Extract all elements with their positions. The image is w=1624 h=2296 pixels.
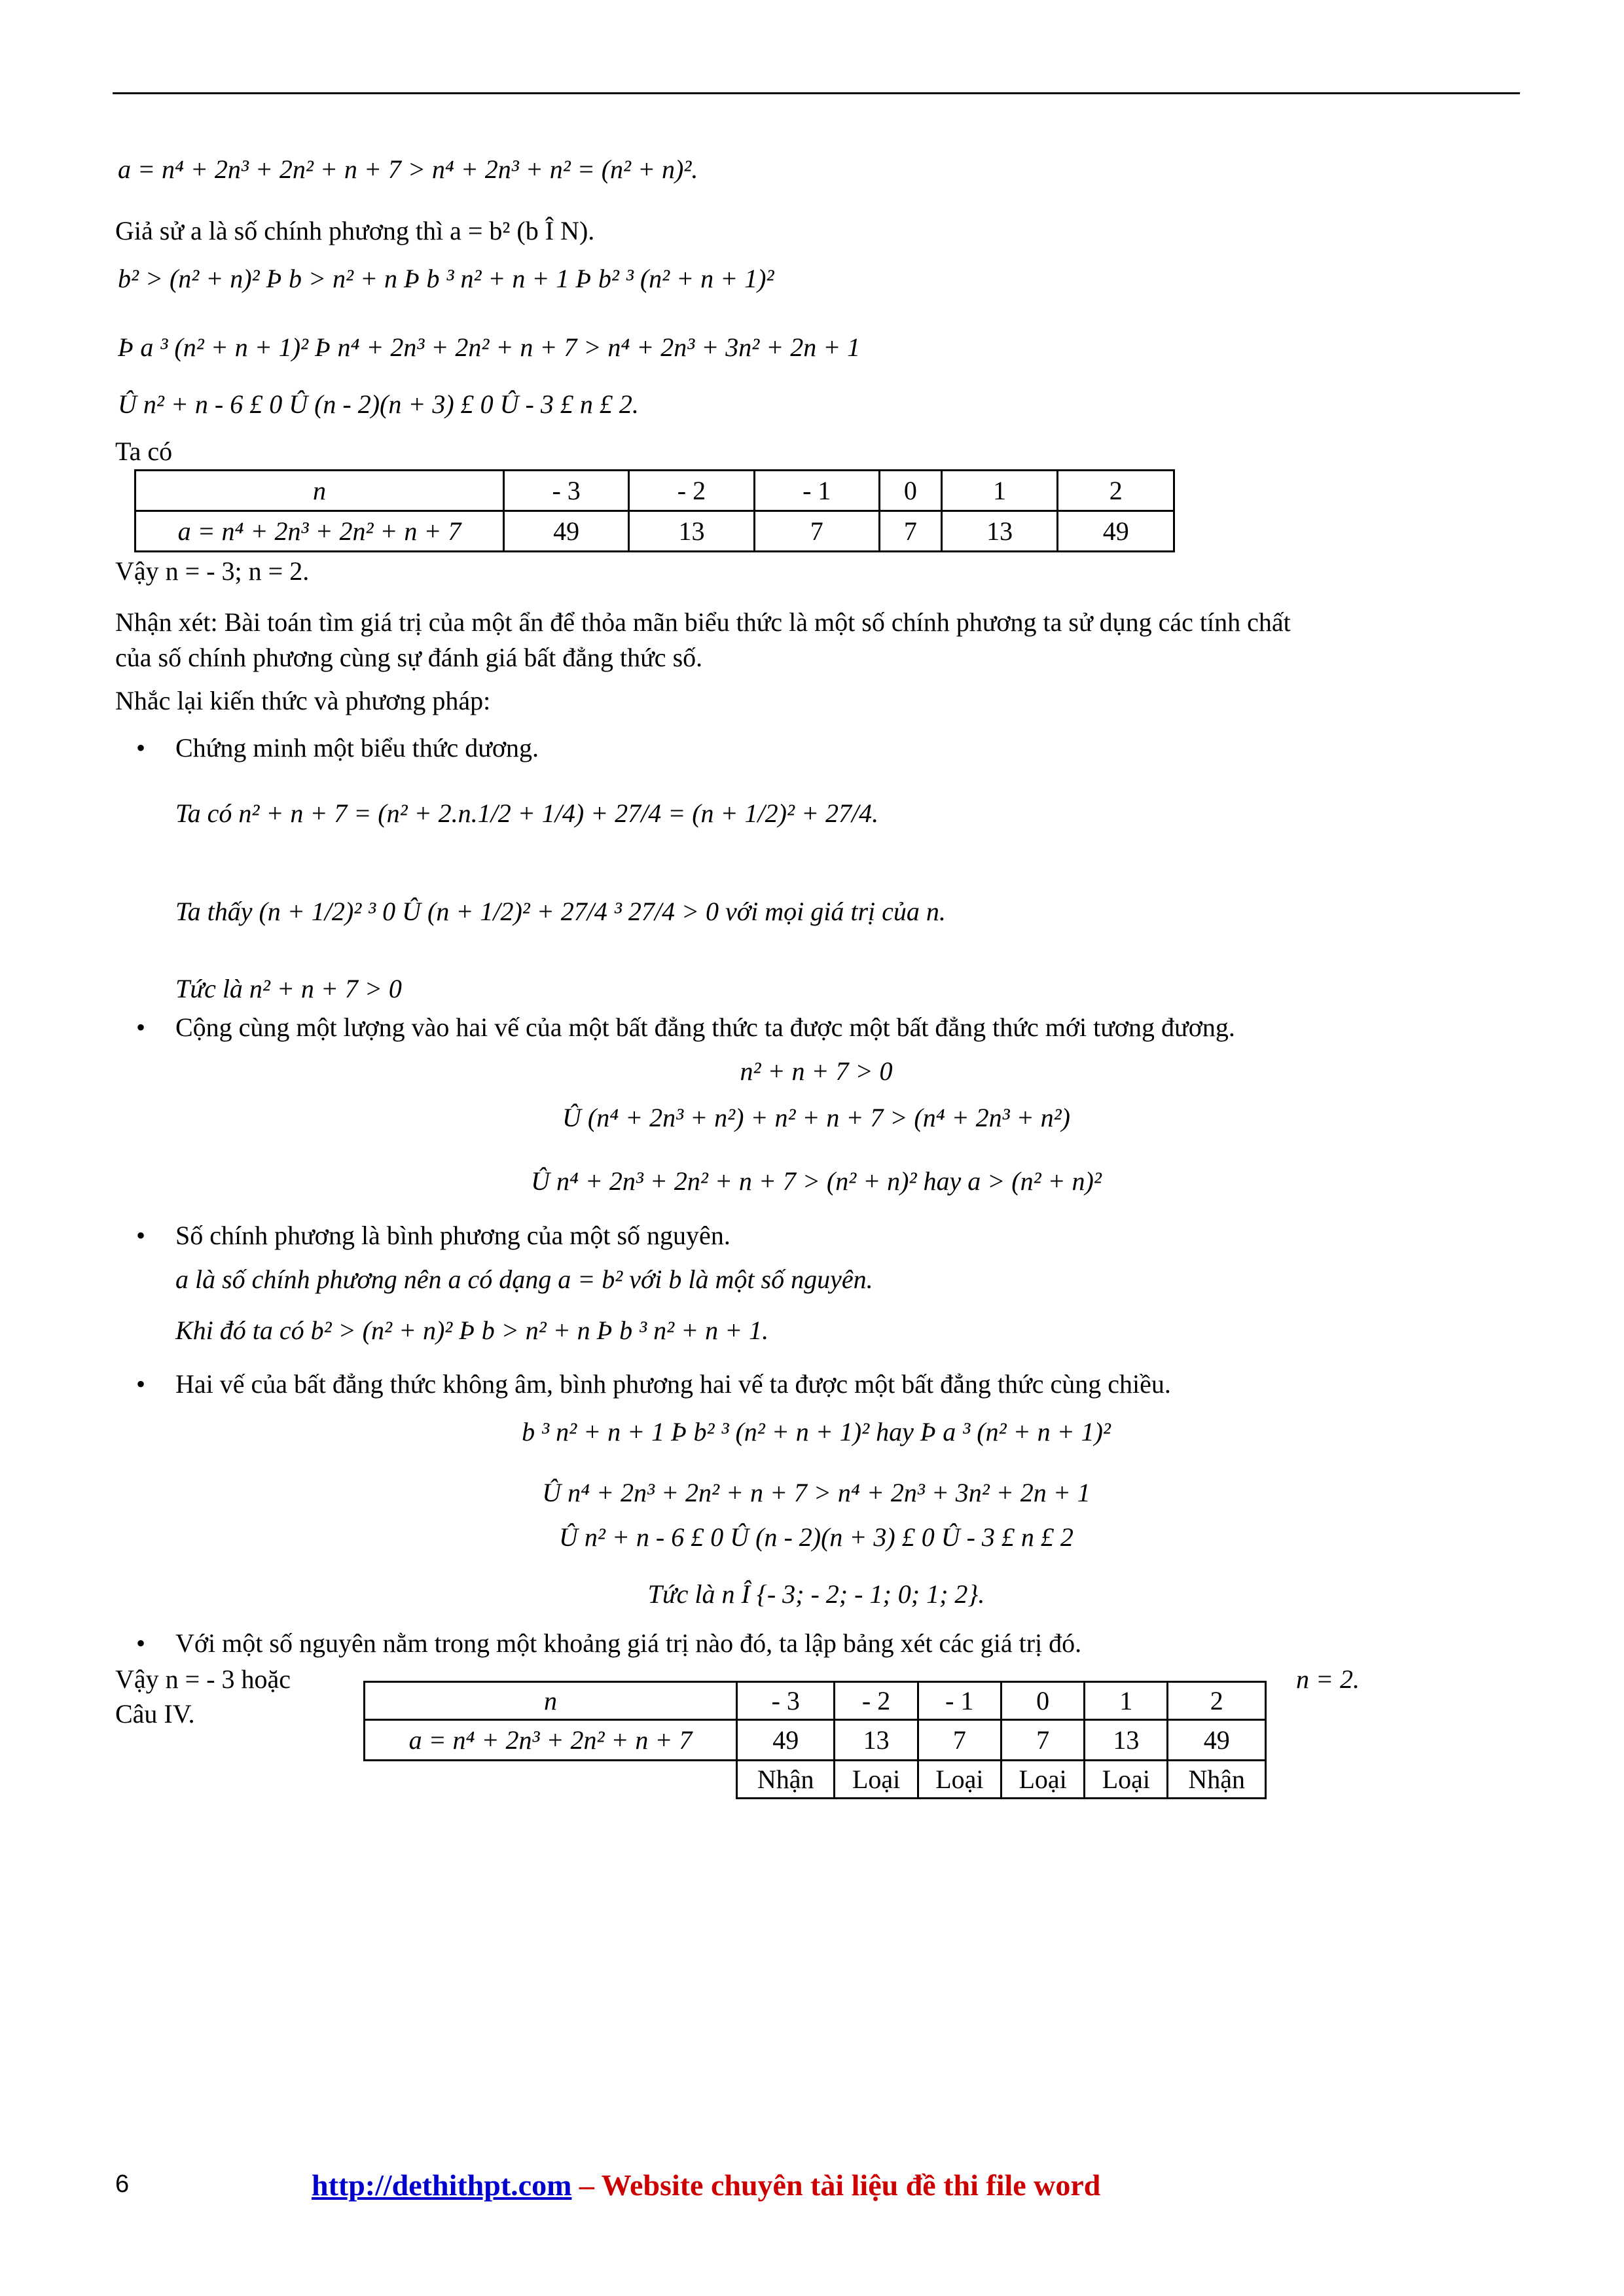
page-number: 6 <box>115 2170 130 2198</box>
remark-line-1: Nhận xét: Bài toán tìm giá trị của một ẩn để thỏa mãn biểu thức là một số chính phương ta sử dụng các tính chất <box>115 607 1291 637</box>
table-cell: 7 <box>754 511 879 552</box>
question-label: Câu IV. <box>115 1699 195 1729</box>
table-cell: 49 <box>1058 511 1174 552</box>
equation-line-4: Þ a ³ (n² + n + 1)² Þ n⁴ + 2n³ + 2n² + n + 7 > n⁴ + 2n³ + 3n² + 2n + 1 <box>118 332 861 362</box>
table-cell: a = n⁴ + 2n³ + 2n² + n + 7 <box>135 511 504 552</box>
table-cell: 1 <box>941 471 1058 511</box>
table-cell: - 2 <box>835 1682 918 1720</box>
section-heading: Nhắc lại kiến thức và phương pháp: <box>115 686 491 715</box>
equation-line: n² + n + 7 > 0 <box>740 1056 893 1086</box>
table-cell: Loại <box>1085 1761 1168 1799</box>
table-cell: Nhận <box>1168 1761 1266 1799</box>
text-ta-co: Ta có <box>115 437 173 466</box>
bullet-item-4: • Hai vế của bất đẳng thức không âm, bình phương hai vế ta được một bất đẳng thức cùng chiều. <box>175 1369 1171 1399</box>
table-cell: n <box>135 471 504 511</box>
table-cell: n <box>365 1682 737 1720</box>
conclusion-line: Vậy n = - 3; n = 2. <box>115 556 310 586</box>
table-cell: - 3 <box>504 471 629 511</box>
footer-link[interactable]: http://dethithpt.com <box>312 2168 572 2202</box>
footer <box>312 2168 1100 2202</box>
conclusion-text: Vậy n = - 3 hoặc <box>115 1664 291 1694</box>
table-row <box>365 1761 1266 1799</box>
table-row <box>365 1720 1266 1761</box>
table-cell: 2 <box>1168 1682 1266 1720</box>
table-cell: 13 <box>835 1720 918 1761</box>
table-cell: a = n⁴ + 2n³ + 2n² + n + 7 <box>365 1720 737 1761</box>
table-cell: Loại <box>835 1761 918 1799</box>
table-cell: Nhận <box>737 1761 835 1799</box>
bullet-item-1: • Chứng minh một biểu thức dương. <box>175 733 539 763</box>
equation-line: Ta thấy (n + 1/2)² ³ 0 Û (n + 1/2)² + 27/4 ³ 27/4 > 0 với mọi giá trị của n. <box>175 897 946 926</box>
equation-line: b ³ n² + n + 1 Þ b² ³ (n² + n + 1)² hay Þ a ³ (n² + n + 1)² <box>522 1417 1111 1446</box>
table-row <box>365 1682 1266 1720</box>
equation-line: Tức là n Î {- 3; - 2; - 1; 0; 1; 2}. <box>647 1579 985 1609</box>
text-line-2: Giả sử a là số chính phương thì a = b² (b Î N). <box>115 216 595 245</box>
header-rule <box>113 92 1520 94</box>
table-cell: 13 <box>629 511 754 552</box>
table-cell: 49 <box>737 1720 835 1761</box>
remark-line-2: của số chính phương cùng sự đánh giá bất đẳng thức số. <box>115 643 703 672</box>
text-line: a là số chính phương nên a có dạng a = b² với b là một số nguyên. <box>175 1265 873 1294</box>
table-cell: - 2 <box>629 471 754 511</box>
table-cell: - 1 <box>918 1682 1001 1720</box>
equation-line: Û n² + n - 6 £ 0 Û (n - 2)(n + 3) £ 0 Û - 3 £ n £ 2 <box>559 1522 1074 1552</box>
table-cell: 7 <box>879 511 941 552</box>
bullet-item-3: • Số chính phương là bình phương của một số nguyên. <box>175 1221 731 1251</box>
equation-line: Û n⁴ + 2n³ + 2n² + n + 7 > n⁴ + 2n³ + 3n² + 2n + 1 <box>542 1478 1091 1507</box>
equation-line: Khi đó ta có b² > (n² + n)² Þ b > n² + n Þ b ³ n² + n + 1. <box>175 1316 769 1345</box>
table-cell: 49 <box>1168 1720 1266 1761</box>
table-cell-empty <box>365 1761 737 1799</box>
equation-line-5: Û n² + n - 6 £ 0 Û (n - 2)(n + 3) £ 0 Û - 3 £ n £ 2. <box>118 389 639 419</box>
table-cell: 0 <box>1001 1682 1084 1720</box>
table-cell: 49 <box>504 511 629 552</box>
table-cell: 7 <box>1001 1720 1084 1761</box>
table-cell: 0 <box>879 471 941 511</box>
equation-line: Tức là n² + n + 7 > 0 <box>175 974 402 1003</box>
bullet-item-2: • Cộng cùng một lượng vào hai vế của một bất đẳng thức ta được một bất đẳng thức mới tương đương. <box>175 1013 1235 1043</box>
table-cell: 1 <box>1085 1682 1168 1720</box>
bullet-item-5: • Với một số nguyên nằm trong một khoảng giá trị nào đó, ta lập bảng xét các giá trị đó. <box>175 1628 1081 1659</box>
table-cell: 13 <box>941 511 1058 552</box>
table-cell: - 3 <box>737 1682 835 1720</box>
table-row <box>135 511 1174 552</box>
equation-line-1: a = n⁴ + 2n³ + 2n² + n + 7 > n⁴ + 2n³ + n² = (n² + n)². <box>118 154 698 184</box>
table-cell: 13 <box>1085 1720 1168 1761</box>
equation-line: Ta có n² + n + 7 = (n² + 2.n.1/2 + 1/4) + 27/4 = (n + 1/2)² + 27/4. <box>175 798 879 828</box>
table-cell: 7 <box>918 1720 1001 1761</box>
equation-line: Û (n⁴ + 2n³ + n²) + n² + n + 7 > (n⁴ + 2n³ + n²) <box>562 1103 1070 1132</box>
table-cell: - 1 <box>754 471 879 511</box>
table-cell: 2 <box>1058 471 1174 511</box>
equation-line: Û n⁴ + 2n³ + 2n² + n + 7 > (n² + n)² hay a > (n² + n)² <box>531 1166 1102 1196</box>
conclusion-text-end: n = 2. <box>1296 1664 1360 1694</box>
footer-tagline: – Website chuyên tài liệu đề thi file word <box>571 2168 1101 2202</box>
table-cell: Loại <box>918 1761 1001 1799</box>
equation-line-3: b² > (n² + n)² Þ b > n² + n Þ b ³ n² + n + 1 Þ b² ³ (n² + n + 1)² <box>118 264 774 293</box>
values-table-1 <box>134 469 1175 552</box>
table-row <box>135 471 1174 511</box>
values-table-2 <box>363 1681 1267 1799</box>
table-cell: Loại <box>1001 1761 1084 1799</box>
